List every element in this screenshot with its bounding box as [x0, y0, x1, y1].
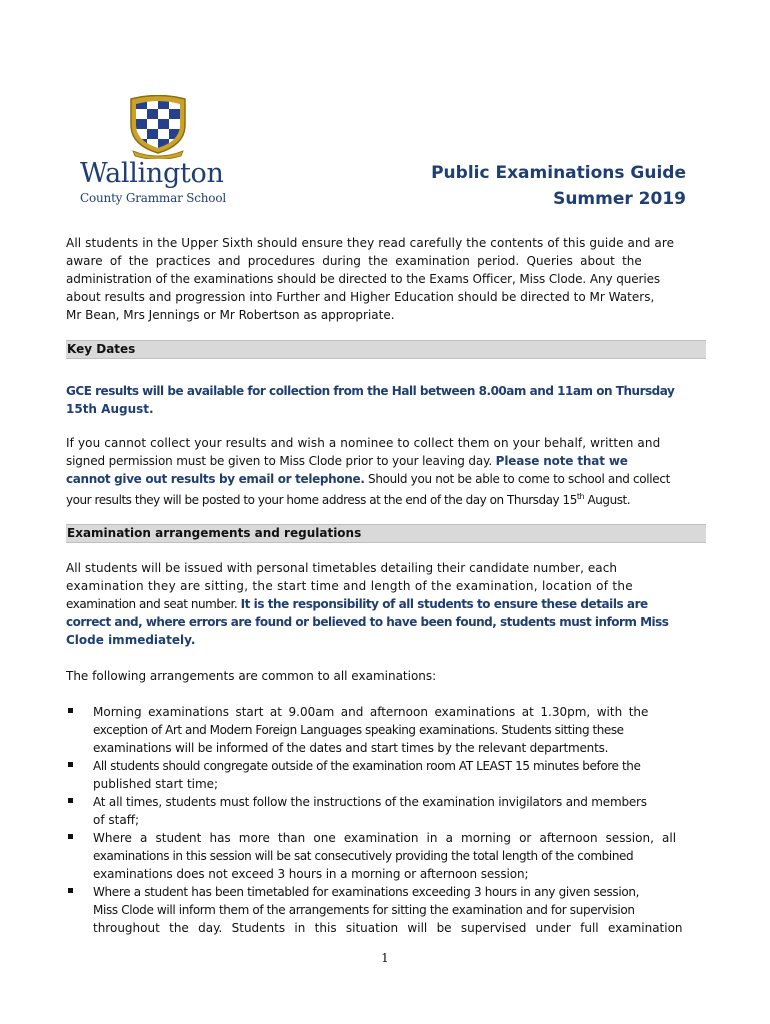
document-body: [66, 234, 706, 937]
school-subtitle-logo: County Grammar School: [80, 191, 226, 205]
text-line: correct and, where errors are found or believed to have been found, students must inform Miss: [66, 615, 669, 629]
list-item: [66, 883, 706, 937]
text-line: Mr Bean, Mrs Jennings or Mr Robertson as appropriate.: [66, 308, 395, 322]
text-line: All students in the Upper Sixth should ensure they read carefully the contents of this guide and are: [66, 236, 675, 250]
list-item: [66, 793, 706, 829]
bullet-square-icon: [68, 798, 73, 803]
school-name-logo: Wallington: [80, 158, 224, 189]
bullet-square-icon: [68, 834, 73, 839]
text-line: All students should congregate outside of the examination room AT LEAST 15 minutes before the: [93, 759, 641, 773]
text-line: Miss Clode will inform them of the arrangements for sitting the examination and for supervision: [93, 903, 635, 917]
title-line-2: Summer 2019: [553, 189, 686, 209]
text-line: about results and progression into Further and Higher Education should be directed to Mr Waters,: [66, 290, 655, 304]
document-title: [431, 160, 686, 212]
text-span: your results they will be posted to your home address at the end of the day on Thursday 15: [66, 493, 577, 507]
text-span: August.: [584, 493, 631, 507]
bullet-square-icon: [68, 708, 73, 713]
section-heading-key-dates: Key Dates: [66, 340, 706, 359]
text-line: administration of the examinations should be directed to the Exams Officer, Miss Clode. Any queries: [66, 272, 660, 286]
text-line: examinations will be informed of the dates and start times by the relevant departments.: [93, 741, 609, 755]
text-line: If you cannot collect your results and wish a nominee to collect them on your behalf, written and: [66, 436, 661, 450]
intro-paragraph: [66, 234, 706, 324]
timetable-paragraph: [66, 559, 706, 649]
text-span: Should you not be able to come to school and collect: [364, 472, 670, 486]
text-line: [66, 595, 706, 613]
common-arrangements-intro: The following arrangements are common to all examinations:: [66, 669, 437, 683]
text-line: aware of the practices and procedures during the examination period. Queries about the: [66, 254, 642, 268]
text-line: Where a student has been timetabled for examinations exceeding 3 hours in any given session,: [93, 885, 640, 899]
list-item: [66, 703, 706, 757]
text-line: Clode immediately.: [66, 633, 196, 647]
section-heading-arrangements: Examination arrangements and regulations: [66, 524, 706, 543]
emphasis-text: It is the responsibility of all students to ensure these details are: [240, 597, 648, 611]
text-line: All students will be issued with personal timetables detailing their candidate number, each: [66, 561, 618, 575]
collection-paragraph: [66, 434, 706, 509]
bullet-square-icon: [68, 888, 73, 893]
list-item: [66, 829, 706, 883]
text-line: examinations in this session will be sat consecutively providing the total length of the combined: [93, 849, 634, 863]
text-span: signed permission must be given to Miss Clode prior to your leaving day.: [66, 454, 496, 468]
text-line: [66, 470, 706, 488]
results-announcement: [66, 382, 706, 418]
emphasis-text: cannot give out results by email or telephone.: [66, 472, 365, 486]
text-line: 15th August.: [66, 402, 154, 416]
emphasis-text: Please note that we: [495, 454, 628, 468]
text-line: examination they are sitting, the start time and length of the examination, location of the: [66, 579, 633, 593]
text-line: GCE results will be available for collection from the Hall between 8.00am and 11am on Thursday: [66, 384, 675, 398]
text-line: exception of Art and Modern Foreign Languages speaking examinations. Students sitting these: [93, 723, 624, 737]
text-line: [66, 488, 706, 509]
title-line-1: Public Examinations Guide: [431, 163, 686, 183]
bullet-square-icon: [68, 762, 73, 767]
text-span: examination and seat number.: [66, 597, 241, 611]
text-line: Where a student has more than one examination in a morning or afternoon session, all: [93, 831, 677, 845]
page-number: 1: [381, 951, 389, 965]
text-line: At all times, students must follow the instructions of the examination invigilators and members: [93, 795, 647, 809]
text-line: [66, 452, 706, 470]
text-line: examinations does not exceed 3 hours in a morning or afternoon session;: [93, 867, 529, 881]
superscript: th: [576, 492, 585, 501]
arrangements-list: [66, 703, 706, 937]
text-line: of staff;: [93, 813, 140, 827]
list-item: [66, 757, 706, 793]
text-line: Morning examinations start at 9.00am and afternoon examinations at 1.30pm, with the: [93, 705, 649, 719]
text-line: published start time;: [93, 777, 219, 791]
text-line: throughout the day. Students in this situation will be supervised under full examination: [93, 921, 683, 935]
school-crest-logo: [127, 95, 189, 159]
